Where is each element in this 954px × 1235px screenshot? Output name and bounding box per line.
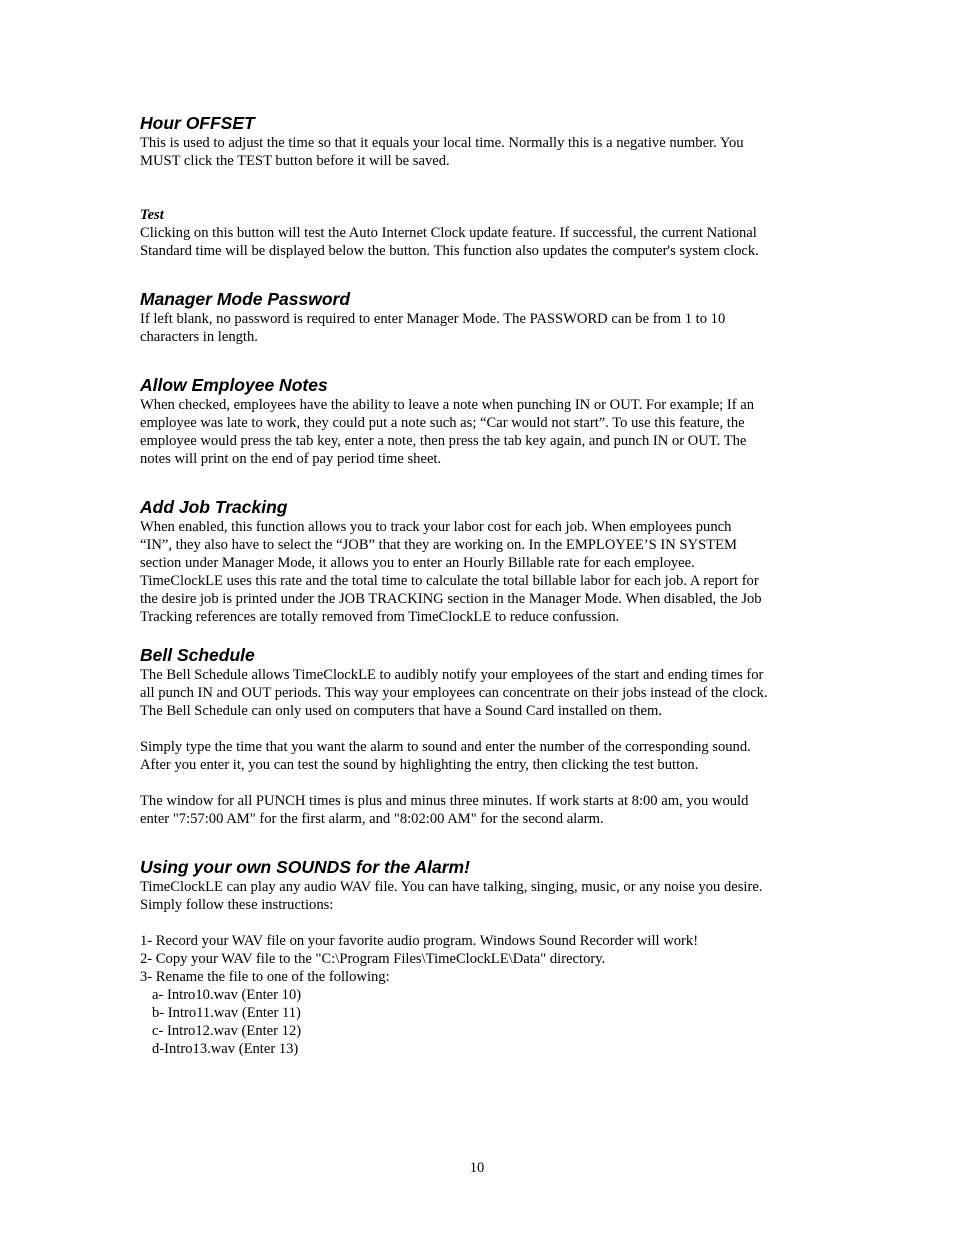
own-sounds-steps [140,932,820,986]
employee-notes-body: When checked, employees have the ability to leave a note when punching IN or OUT. For example; If an employee was late to work, they could put a note such as; “Car would not start”. To use this feature, the employee would press the tab key, enter a note, then press the tab key again, and punch IN or OUT. The notes will print on the end of pay period time sheet. [140,397,755,467]
page-number: 10 [469,1160,485,1176]
heading-job-tracking: Add Job Tracking [140,497,288,517]
step-item: 2- Copy your WAV file to the "C:\Program Files\TimeClockLE\Data" directory. [140,951,606,967]
heading-own-sounds: Using your own SOUNDS for the Alarm! [140,857,470,877]
option-item: a- Intro10.wav (Enter 10) [152,987,302,1003]
heading-bell-schedule: Bell Schedule [140,645,255,665]
bell-schedule-para-2: Simply type the time that you want the alarm to sound and enter the number of the corresponding sound. After you enter it, you can test the sound by highlighting the entry, then clicking the test button. [140,739,751,773]
bell-schedule-para-1: The Bell Schedule allows TimeClockLE to audibly notify your employees of the start and ending times for all punch IN and OUT periods. This way your employees can concentrate on their jobs instead of the clock. The Bell Schedule can only used on computers that have a Sound Card installed on them. [140,667,768,719]
heading-employee-notes: Allow Employee Notes [140,375,328,395]
heading-test: Test [140,207,164,223]
option-item: b- Intro11.wav (Enter 11) [152,1005,301,1021]
step-item: 1- Record your WAV file on your favorite audio program. Windows Sound Recorder will work! [140,933,699,949]
own-sounds-intro: TimeClockLE can play any audio WAV file. You can have talking, singing, music, or any noise you desire. Simply follow these instructions: [140,879,763,913]
option-item: c- Intro12.wav (Enter 12) [152,1023,302,1039]
bell-schedule-para-3: The window for all PUNCH times is plus and minus three minutes. If work starts at 8:00 am, you would enter "7:57:00 AM" for the first alarm, and "8:02:00 AM" for the second alarm. [140,793,749,827]
heading-manager-password: Manager Mode Password [140,289,351,309]
rename-options [140,986,820,1058]
heading-hour-offset: Hour OFFSET [140,113,255,133]
hour-offset-body: This is used to adjust the time so that it equals your local time. Normally this is a negative number. You MUST click the TEST button before it will be saved. [140,135,744,169]
test-body: Clicking on this button will test the Auto Internet Clock update feature. If successful, the current National Standard time will be displayed below the button. This function also updates the computer's system clock. [140,225,759,259]
job-tracking-body: When enabled, this function allows you to track your labor cost for each job. When employees punch “IN”, they also have to select the “JOB” that they are working on. In the EMPLOYEE’S IN SYSTEM section under Manager Mode, it allows you to enter an Hourly Billable rate for each employee. TimeClockLE uses this rate and the total time to calculate the total billable labor for each job. A report for the desire job is printed under the JOB TRACKING section in the Manager Mode. When disabled, the Job Tracking references are totally removed from TimeClockLE to reduce confussion. [140,519,762,625]
document-page [140,112,820,1058]
step-item: 3- Rename the file to one of the following: [140,969,390,985]
option-item: d-Intro13.wav (Enter 13) [152,1041,299,1057]
manager-password-body: If left blank, no password is required to enter Manager Mode. The PASSWORD can be from 1 to 10 characters in length. [140,311,726,345]
